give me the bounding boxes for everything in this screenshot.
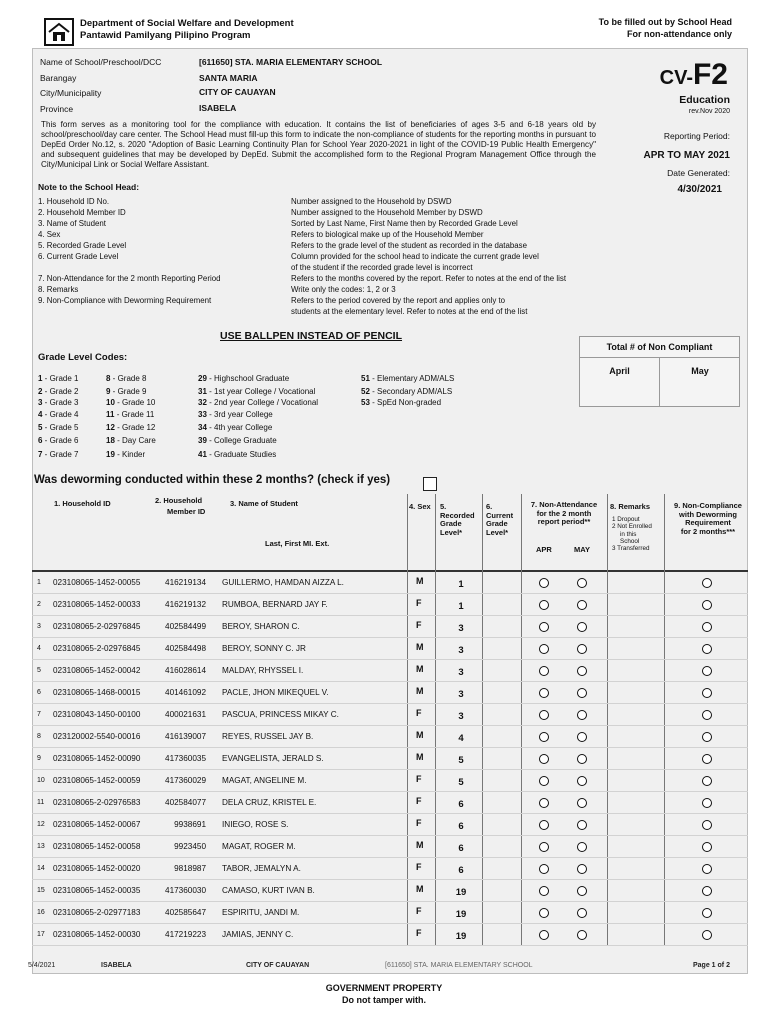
member-id: 417219223 xyxy=(165,930,206,939)
school-value: [611650] STA. MARIA ELEMENTARY SCHOOL xyxy=(199,57,383,67)
grade-code-item: 39 - College Graduate xyxy=(198,436,277,445)
may-radio[interactable] xyxy=(577,600,587,610)
member-id: 416219132 xyxy=(165,600,206,609)
grade-codes-title: Grade Level Codes: xyxy=(38,352,128,363)
table-row xyxy=(32,748,748,770)
table-row xyxy=(32,682,748,704)
deworm-radio[interactable] xyxy=(702,644,712,654)
household-id: 023108065-2-02976845 xyxy=(53,622,141,631)
note-label: 8. Remarks xyxy=(38,285,79,294)
deworm-radio[interactable] xyxy=(702,688,712,698)
may-radio[interactable] xyxy=(577,644,587,654)
grade-code-item: 32 - 2nd year College / Vocational xyxy=(198,398,319,407)
may-radio[interactable] xyxy=(577,622,587,632)
note-description: Refers to the months covered by the report. Refer to notes at the end of the list xyxy=(291,274,567,283)
ballpen-notice: USE BALLPEN INSTEAD OF PENCIL xyxy=(220,330,403,342)
grade-code-item: 1 - Grade 1 xyxy=(38,374,79,383)
household-id: 023108065-1452-00020 xyxy=(53,864,141,873)
table-row xyxy=(32,572,748,594)
grade-code-item: 9 - Grade 9 xyxy=(106,387,147,396)
student-name: JAMIAS, JENNY C. xyxy=(222,930,294,939)
grade-code-item: 7 - Grade 7 xyxy=(38,450,79,459)
deworm-radio[interactable] xyxy=(702,732,712,742)
household-id: 023108065-1452-00035 xyxy=(53,886,141,895)
apr-radio[interactable] xyxy=(539,578,549,588)
student-sex: F xyxy=(416,796,422,806)
member-id: 402584077 xyxy=(165,798,206,807)
grade-code-item: 18 - Day Care xyxy=(106,436,156,445)
table-row xyxy=(32,638,748,660)
may-radio[interactable] xyxy=(577,842,587,852)
apr-radio[interactable] xyxy=(539,820,549,830)
deworm-radio[interactable] xyxy=(702,666,712,676)
may-radio[interactable] xyxy=(577,798,587,808)
member-id: 417360029 xyxy=(165,776,206,785)
recorded-grade: 5 xyxy=(458,777,464,788)
table-row xyxy=(32,814,748,836)
row-number: 15 xyxy=(37,887,45,894)
member-id: 416028614 xyxy=(165,666,206,675)
th-current-grade: 6. Current Grade Level* xyxy=(486,502,514,537)
may-radio[interactable] xyxy=(577,666,587,676)
row-number: 9 xyxy=(37,755,41,762)
table-row xyxy=(32,770,748,792)
member-id: 416139007 xyxy=(165,732,206,741)
recorded-grade: 3 xyxy=(458,645,464,656)
household-id: 023108065-1452-00090 xyxy=(53,754,141,763)
row-number: 11 xyxy=(37,799,45,806)
recorded-grade: 19 xyxy=(455,931,467,942)
form-code: CV-F2 xyxy=(659,58,728,91)
student-name: BEROY, SHARON C. xyxy=(222,622,300,631)
student-sex: F xyxy=(416,620,422,630)
note-label: 5. Recorded Grade Level xyxy=(38,241,127,250)
member-id: 402584498 xyxy=(165,644,206,653)
student-sex: F xyxy=(416,862,422,872)
student-sex: M xyxy=(416,642,424,652)
member-id: 402585647 xyxy=(165,908,206,917)
may-radio[interactable] xyxy=(577,864,587,874)
date-label: Date Generated: xyxy=(667,168,730,178)
note-description-cont: of the student if the recorded grade level is incorrect xyxy=(291,263,473,272)
may-radio[interactable] xyxy=(577,820,587,830)
row-number: 10 xyxy=(37,777,45,784)
period-value: APR TO MAY 2021 xyxy=(643,150,730,161)
grade-code-item: 52 - Secondary ADM/ALS xyxy=(361,387,453,396)
recorded-grade: 5 xyxy=(458,755,464,766)
deworm-radio[interactable] xyxy=(702,930,712,940)
th-member-id-1: 2. Household xyxy=(155,496,203,505)
note-label: 3. Name of Student xyxy=(38,219,106,228)
note-description: Number assigned to the Household Member by DSWD xyxy=(291,208,483,217)
note-description: Refers to biological make up of the Household Member xyxy=(291,230,484,239)
student-name: MAGAT, ROGER M. xyxy=(222,842,296,851)
apr-radio[interactable] xyxy=(539,842,549,852)
th-apr: APR xyxy=(536,545,552,554)
row-number: 14 xyxy=(37,865,45,872)
apr-radio[interactable] xyxy=(539,886,549,896)
province-label: Province xyxy=(40,104,74,114)
note-label: 4. Sex xyxy=(38,230,61,239)
grade-code-item: 2 - Grade 2 xyxy=(38,387,79,396)
deworm-radio[interactable] xyxy=(702,622,712,632)
dswd-logo-icon xyxy=(44,18,74,46)
student-name: PASCUA, PRINCESS MIKAY C. xyxy=(222,710,339,719)
recorded-grade: 6 xyxy=(458,821,464,832)
household-id: 023108043-1450-00100 xyxy=(53,710,141,719)
table-row xyxy=(32,924,748,946)
table-row xyxy=(32,660,748,682)
footer-page: Page 1 of 2 xyxy=(693,962,730,969)
household-id: 023108065-2-02977183 xyxy=(53,908,141,917)
deworm-radio[interactable] xyxy=(702,864,712,874)
member-id: 9938691 xyxy=(174,820,206,829)
grade-code-item: 10 - Grade 10 xyxy=(106,398,156,407)
date-value: 4/30/2021 xyxy=(677,184,722,195)
note-description-cont: students at the elementary level. Refer to notes at the end of the list xyxy=(291,307,528,316)
may-radio[interactable] xyxy=(577,886,587,896)
row-number: 2 xyxy=(37,601,41,608)
recorded-grade: 3 xyxy=(458,667,464,678)
student-name: TABOR, JEMALYN A. xyxy=(222,864,301,873)
grade-code-item: 51 - Elementary ADM/ALS xyxy=(361,374,455,383)
total-title: Total # of Non Compliant xyxy=(580,337,739,358)
total-non-compliant-box xyxy=(579,336,740,407)
row-number: 1 xyxy=(37,579,41,586)
student-name: RUMBOA, BERNARD JAY F. xyxy=(222,600,328,609)
recorded-grade: 4 xyxy=(458,733,464,744)
th-recorded-grade: 5. Recorded Grade Level* xyxy=(440,502,475,537)
student-name: INIEGO, ROSE S. xyxy=(222,820,289,829)
recorded-grade: 19 xyxy=(455,909,467,920)
footer-school: [611650] STA. MARIA ELEMENTARY SCHOOL xyxy=(385,962,533,969)
student-name: MALDAY, RHYSSEL I. xyxy=(222,666,304,675)
apr-radio[interactable] xyxy=(539,710,549,720)
household-id: 023120002-5540-00016 xyxy=(53,732,141,741)
household-id: 023108065-1452-00033 xyxy=(53,600,141,609)
apr-radio[interactable] xyxy=(539,776,549,786)
household-id: 023108065-2-02976845 xyxy=(53,644,141,653)
deworm-radio[interactable] xyxy=(702,908,712,918)
row-number: 16 xyxy=(37,909,45,916)
table-row xyxy=(32,726,748,748)
student-name: EVANGELISTA, JERALD S. xyxy=(222,754,324,763)
student-sex: M xyxy=(416,576,424,586)
grade-code-item: 11 - Grade 11 xyxy=(106,410,155,419)
student-sex: M xyxy=(416,840,424,850)
may-radio[interactable] xyxy=(577,776,587,786)
recorded-grade: 6 xyxy=(458,799,464,810)
total-april: April xyxy=(580,358,660,406)
note-label: 9. Non-Compliance with Deworming Requirement xyxy=(38,296,212,305)
row-number: 7 xyxy=(37,711,41,718)
note-description: Number assigned to the Household by DSWD xyxy=(291,197,452,206)
apr-radio[interactable] xyxy=(539,688,549,698)
th-name-format: Last, First MI. Ext. xyxy=(265,539,330,548)
member-id: 9923450 xyxy=(174,842,206,851)
note-description: Refers to the period covered by the report and applies only to xyxy=(291,296,506,305)
note-description: Column provided for the school head to indicate the current grade level xyxy=(291,252,539,261)
apr-radio[interactable] xyxy=(539,600,549,610)
th-deworming: 9. Non-Compliance with Deworming Requirement for 2 months*** xyxy=(674,501,742,536)
row-number: 8 xyxy=(37,733,41,740)
note-description: Refers to the grade level of the student as recorded in the database xyxy=(291,241,527,250)
member-id: 400021631 xyxy=(165,710,206,719)
notes-title: Note to the School Head: xyxy=(38,182,140,192)
city-value: CITY OF CAUAYAN xyxy=(199,87,276,97)
grade-code-item: 53 - SpEd Non-graded xyxy=(361,398,442,407)
may-radio[interactable] xyxy=(577,732,587,742)
household-id: 023108065-1452-00059 xyxy=(53,776,141,785)
deworm-radio[interactable] xyxy=(702,886,712,896)
deworm-radio[interactable] xyxy=(702,842,712,852)
apr-radio[interactable] xyxy=(539,930,549,940)
deworm-radio[interactable] xyxy=(702,754,712,764)
student-sex: M xyxy=(416,686,424,696)
school-head-note: To be filled out by School Head xyxy=(598,17,732,27)
student-name: BEROY, SONNY C. JR xyxy=(222,644,306,653)
grade-code-item: 41 - Graduate Studies xyxy=(198,450,277,459)
th-remarks: 8. Remarks xyxy=(610,502,651,511)
table-row xyxy=(32,594,748,616)
note-label: 1. Household ID No. xyxy=(38,197,110,206)
may-radio[interactable] xyxy=(577,908,587,918)
member-id: 401461092 xyxy=(165,688,206,697)
deworm-radio[interactable] xyxy=(702,578,712,588)
student-sex: M xyxy=(416,884,424,894)
student-sex: M xyxy=(416,752,424,762)
member-id: 416219134 xyxy=(165,578,206,587)
apr-radio[interactable] xyxy=(539,644,549,654)
table-row xyxy=(32,704,748,726)
apr-radio[interactable] xyxy=(539,622,549,632)
grade-code-item: 31 - 1st year College / Vocational xyxy=(198,387,316,396)
grade-code-item: 6 - Grade 6 xyxy=(38,436,79,445)
student-sex: F xyxy=(416,598,422,608)
deworm-radio[interactable] xyxy=(702,776,712,786)
deworm-radio[interactable] xyxy=(702,600,712,610)
deworm-radio[interactable] xyxy=(702,710,712,720)
recorded-grade: 6 xyxy=(458,843,464,854)
may-radio[interactable] xyxy=(577,578,587,588)
footer-city: CITY OF CAUAYAN xyxy=(246,962,310,969)
student-name: CAMASO, KURT IVAN B. xyxy=(222,886,315,895)
form-category: Education xyxy=(679,94,730,106)
note-label: 7. Non-Attendance for the 2 month Reporting Period xyxy=(38,274,221,283)
table-row xyxy=(32,616,748,638)
footer-province: ISABELA xyxy=(101,962,132,969)
household-id: 023108065-1452-00055 xyxy=(53,578,141,587)
house-hands-icon xyxy=(46,20,72,44)
row-number: 17 xyxy=(37,931,45,938)
city-label: City/Municipality xyxy=(40,88,102,98)
student-name: DELA CRUZ, KRISTEL E. xyxy=(222,798,317,807)
apr-radio[interactable] xyxy=(539,754,549,764)
th-may: MAY xyxy=(574,545,590,554)
row-number: 5 xyxy=(37,667,41,674)
table-row xyxy=(32,880,748,902)
barangay-label: Barangay xyxy=(40,73,77,83)
may-radio[interactable] xyxy=(577,710,587,720)
recorded-grade: 1 xyxy=(458,601,464,612)
may-radio[interactable] xyxy=(577,754,587,764)
th-non-attendance: 7. Non-Attendance for the 2 month report period** xyxy=(530,500,598,526)
recorded-grade: 19 xyxy=(455,887,467,898)
student-name: MAGAT, ANGELINE M. xyxy=(222,776,307,785)
note-description: Write only the codes: 1, 2 or 3 xyxy=(291,285,396,294)
grade-code-item: 29 - Highschool Graduate xyxy=(198,374,290,383)
member-id: 9818987 xyxy=(174,864,206,873)
th-sex: 4. Sex xyxy=(409,502,431,511)
student-name: ESPIRITU, JANDI M. xyxy=(222,908,300,917)
attendance-note: For non-attendance only xyxy=(626,29,732,39)
household-id: 023108065-1452-00058 xyxy=(53,842,141,851)
row-number: 4 xyxy=(37,645,41,652)
province-value: ISABELA xyxy=(199,103,237,113)
student-sex: M xyxy=(416,664,424,674)
program-name: Pantawid Pamilyang Pilipino Program xyxy=(80,30,251,41)
form-description: This form serves as a monitoring tool for the compliance with education. It contains the list of beneficiaries of ages 3-5 and 6-18 years old by school/preschool/day care center. The School Head must fill-up this form to indicate the non-compliance of students for the reporting months in pursuant to DepEd Order No.12, s. 2020 "Adoption of Basic Learning Continuity Plan for School Year 2020-2021 in light of the COVID-19 Public Health Emergency" and subsequent guidelines that may be developed by DepEd. Submit the accomplished form to the Regional Program Management Office through the City/Municipal Link or Social Welfare Assistant. xyxy=(41,120,596,169)
apr-radio[interactable] xyxy=(539,864,549,874)
grade-code-item: 3 - Grade 3 xyxy=(38,398,79,407)
department-name: Department of Social Welfare and Development xyxy=(80,18,294,29)
note-label: 2. Household Member ID xyxy=(38,208,126,217)
student-name: GUILLERMO, HAMDAN AIZZA L. xyxy=(222,578,344,587)
barangay-value: SANTA MARIA xyxy=(199,73,258,83)
total-may: May xyxy=(691,366,709,376)
grade-code-item: 34 - 4th year College xyxy=(198,423,273,432)
household-id: 023108065-1468-00015 xyxy=(53,688,141,697)
remarks-codes: 1 Dropout 2 Not Enrolled in this School 3 Transferred xyxy=(612,516,652,553)
household-id: 023108065-1452-00067 xyxy=(53,820,141,829)
apr-radio[interactable] xyxy=(539,798,549,808)
grade-code-item: 4 - Grade 4 xyxy=(38,410,79,419)
row-number: 3 xyxy=(37,623,41,630)
apr-radio[interactable] xyxy=(539,732,549,742)
row-number: 12 xyxy=(37,821,45,828)
grade-code-item: 33 - 3rd year College xyxy=(198,410,273,419)
student-sex: F xyxy=(416,708,422,718)
table-row xyxy=(32,792,748,814)
household-id: 023108065-1452-00030 xyxy=(53,930,141,939)
note-description: Sorted by Last Name, First Name then by Recorded Grade Level xyxy=(291,219,518,228)
school-label: Name of School/Preschool/DCC xyxy=(40,57,162,67)
recorded-grade: 6 xyxy=(458,865,464,876)
period-label: Reporting Period: xyxy=(663,131,730,141)
deworm-radio[interactable] xyxy=(702,798,712,808)
apr-radio[interactable] xyxy=(539,666,549,676)
member-id: 402584499 xyxy=(165,622,206,631)
student-sex: F xyxy=(416,906,422,916)
member-id: 417360035 xyxy=(165,754,206,763)
student-sex: F xyxy=(416,928,422,938)
recorded-grade: 3 xyxy=(458,711,464,722)
apr-radio[interactable] xyxy=(539,908,549,918)
student-name: REYES, RUSSEL JAY B. xyxy=(222,732,314,741)
th-household-id: 1. Household ID xyxy=(54,499,111,508)
may-radio[interactable] xyxy=(577,930,587,940)
student-name: PACLE, JHON MIKEQUEL V. xyxy=(222,688,329,697)
deworm-radio[interactable] xyxy=(702,820,712,830)
footer-date: 5/4/2021 xyxy=(28,962,56,969)
student-sex: F xyxy=(416,818,422,828)
form-revision: rev.Nov 2020 xyxy=(688,108,730,115)
recorded-grade: 3 xyxy=(458,689,464,700)
student-sex: F xyxy=(416,774,422,784)
grade-code-item: 19 - Kinder xyxy=(106,450,146,459)
government-property: GOVERNMENT PROPERTY xyxy=(325,983,443,993)
may-radio[interactable] xyxy=(577,688,587,698)
member-id: 417360030 xyxy=(165,886,206,895)
deworm-question: Was deworming conducted within these 2 months? (check if yes) xyxy=(34,474,391,486)
recorded-grade: 3 xyxy=(458,623,464,634)
table-row xyxy=(32,836,748,858)
deworm-checkbox[interactable] xyxy=(423,477,437,491)
recorded-grade: 1 xyxy=(458,579,464,590)
student-sex: M xyxy=(416,730,424,740)
grade-code-item: 5 - Grade 5 xyxy=(38,423,79,432)
tamper-notice: Do not tamper with. xyxy=(342,995,426,1005)
table-row xyxy=(32,902,748,924)
table-row xyxy=(32,858,748,880)
household-id: 023108065-1452-00042 xyxy=(53,666,141,675)
grade-code-item: 8 - Grade 8 xyxy=(106,374,147,383)
th-member-id-2: Member ID xyxy=(167,507,206,516)
household-id: 023108065-2-02976583 xyxy=(53,798,141,807)
row-number: 6 xyxy=(37,689,41,696)
grade-code-item: 12 - Grade 12 xyxy=(106,423,156,432)
row-number: 13 xyxy=(37,843,45,850)
note-label: 6. Current Grade Level xyxy=(38,252,119,261)
th-student-name: 3. Name of Student xyxy=(230,499,298,508)
